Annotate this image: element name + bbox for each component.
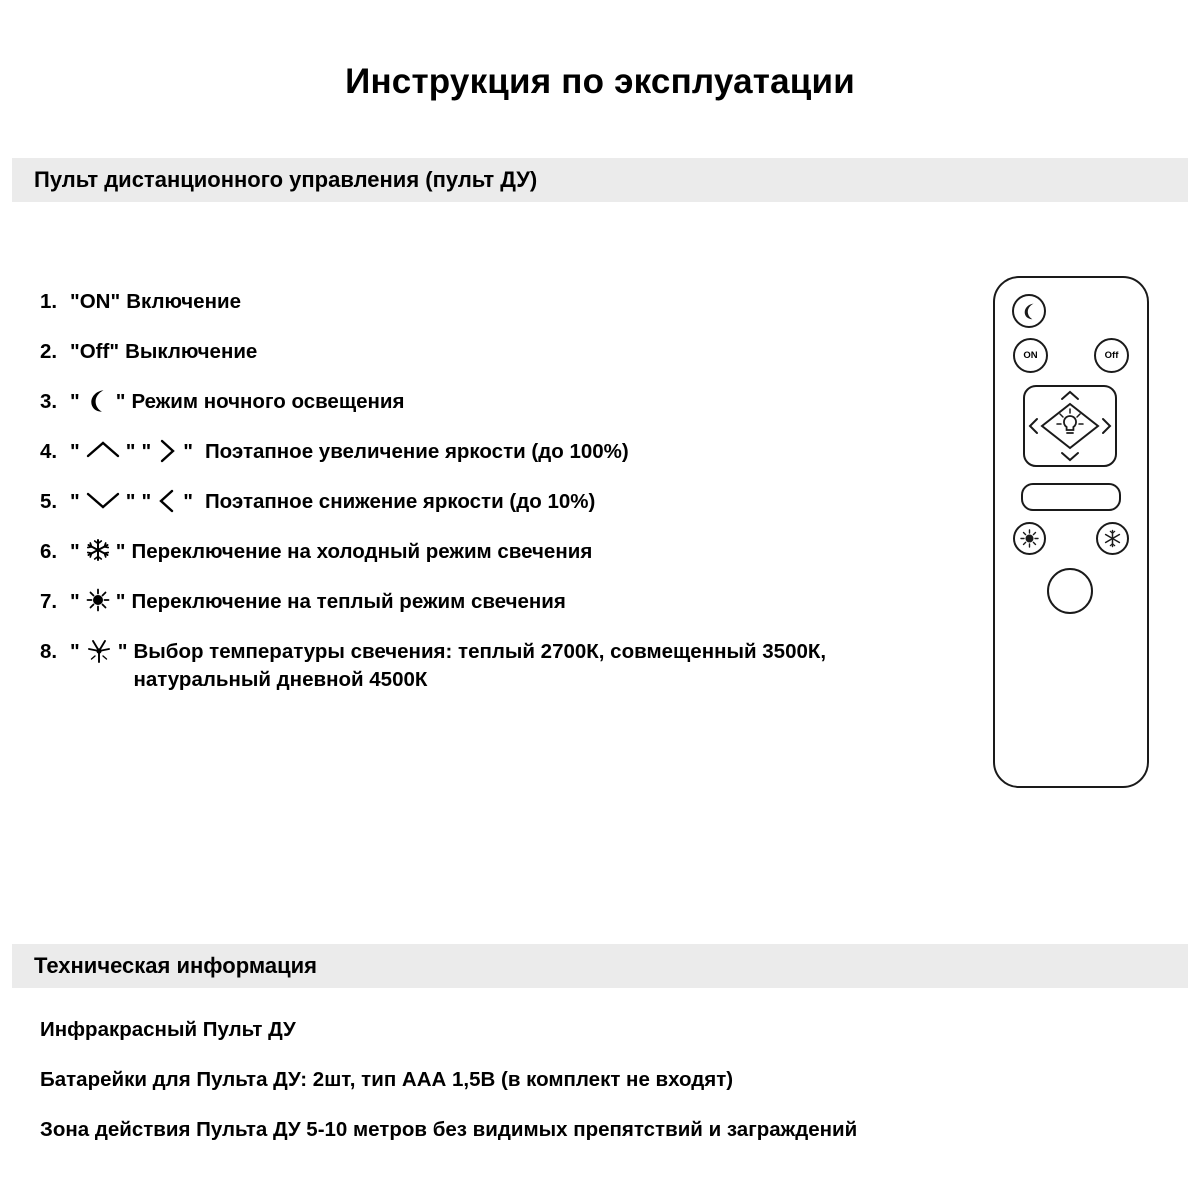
chevron-right-icon: [157, 438, 177, 464]
quote-open: ": [70, 390, 80, 413]
list-item-body: [70, 338, 257, 366]
sun-icon: [86, 588, 110, 612]
quote-close: ": [183, 490, 193, 513]
remote-warm-light-button[interactable]: [1013, 522, 1046, 555]
list-item-quoted: Off: [79, 340, 110, 363]
list-item-text: Переключение на холодный режим свечения: [131, 540, 593, 563]
list-item: [40, 388, 920, 416]
list-item: [40, 288, 920, 316]
list-item-text: Режим ночного освещения: [131, 390, 405, 413]
remote-night-mode-button[interactable]: [1012, 294, 1046, 328]
list-item-body: [70, 438, 629, 466]
list-item-text: Поэтапное снижение яркости (до 10%): [204, 490, 596, 513]
snowflake-icon: [86, 538, 110, 562]
list-item-text: Поэтапное увеличение яркости (до 100%): [204, 440, 629, 463]
tech-info-line: Инфракрасный Пульт ДУ: [40, 1018, 296, 1041]
section-header-remote-label: Пульт дистанционного управления (пульт ДУ): [34, 167, 538, 192]
remote-control-illustration: [993, 276, 1149, 788]
quote-close: ": [109, 340, 120, 363]
remote-round-button[interactable]: [1047, 568, 1093, 614]
list-item: [40, 538, 920, 566]
list-item-number: 2.: [40, 340, 58, 363]
list-item: [40, 588, 920, 616]
list-item-number: 8.: [40, 640, 58, 663]
instruction-list: [40, 288, 920, 716]
quote-close: ": [125, 490, 136, 513]
snowflake-icon: [1103, 529, 1122, 548]
tech-info-list: [40, 1018, 1170, 1168]
remote-wide-button[interactable]: [1021, 483, 1121, 511]
quote-open: ": [70, 490, 80, 513]
list-item: [40, 438, 920, 466]
list-item-number: 5.: [40, 490, 58, 513]
list-item-number: 6.: [40, 540, 58, 563]
moon-icon: [1021, 302, 1038, 320]
quote-close: ": [117, 640, 128, 663]
remote-dpad[interactable]: [1016, 378, 1124, 474]
remote-cool-light-button[interactable]: [1096, 522, 1129, 555]
list-item-text: Включение: [126, 290, 241, 313]
quote-open: ": [70, 590, 80, 613]
quote-open: ": [70, 440, 80, 463]
list-item-number: 7.: [40, 590, 58, 613]
quote-open: ": [70, 640, 80, 663]
remote-on-button[interactable]: ON: [1013, 338, 1048, 373]
section-header-tech-label: Техническая информация: [34, 953, 317, 978]
list-item-number: 4.: [40, 440, 58, 463]
tech-info-line: Зона действия Пульта ДУ 5-10 метров без видимых препятствий и заграждений: [40, 1118, 858, 1141]
list-item-body: [70, 538, 592, 566]
quote-open: ": [70, 290, 80, 313]
sun-icon: [1020, 529, 1039, 548]
section-header-tech: [12, 944, 1188, 988]
list-item-body: [70, 638, 833, 694]
quote-close: ": [183, 440, 193, 463]
list-item-text: Выбор температуры свечения: теплый 2700К, совмещенный 3500К, натуральный дневной 4500К: [133, 640, 827, 691]
list-item-text: Переключение на теплый режим свечения: [131, 590, 566, 613]
quote-open: ": [70, 340, 80, 363]
quote-open: ": [141, 440, 152, 463]
page-title: Инструкция по эксплуатации: [345, 62, 855, 101]
list-item-text: Выключение: [125, 340, 258, 363]
list-item-number: 1.: [40, 290, 58, 313]
chevron-down-icon: [86, 488, 120, 510]
quote-close: ": [110, 290, 121, 313]
list-item-quoted: ON: [79, 290, 111, 313]
list-item-body: [70, 388, 404, 416]
tech-info-line: Батарейки для Пульта ДУ: 2шт, тип ААА 1,5В (в комплект не входят): [40, 1068, 734, 1091]
list-item-body: [70, 488, 595, 516]
remote-off-button[interactable]: Off: [1094, 338, 1129, 373]
list-item: [40, 638, 920, 694]
bulb-icon: [1057, 409, 1083, 433]
list-item-body: [70, 588, 566, 616]
list-item-body: [70, 288, 241, 316]
quote-close: ": [115, 540, 126, 563]
list-item: [40, 338, 920, 366]
section-header-remote: [12, 158, 1188, 202]
list-item: [40, 488, 920, 516]
list-item-number: 3.: [40, 390, 58, 413]
chevron-up-icon: [86, 438, 120, 460]
quote-close: ": [115, 590, 126, 613]
sun-snowflake-icon: [86, 638, 112, 664]
quote-close: ": [115, 390, 126, 413]
moon-icon: [86, 388, 110, 414]
quote-close: ": [125, 440, 136, 463]
quote-open: ": [141, 490, 152, 513]
chevron-left-icon: [157, 488, 177, 514]
quote-open: ": [70, 540, 80, 563]
